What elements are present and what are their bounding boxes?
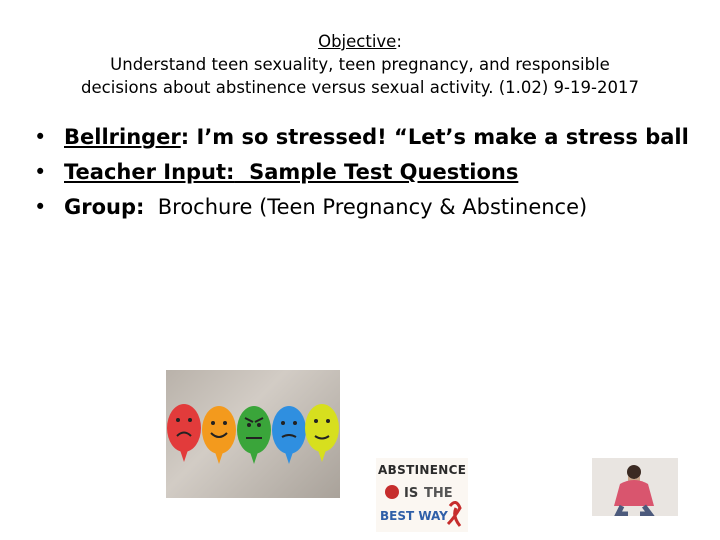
blue-balloon <box>272 406 306 464</box>
objective-heading-colon: : <box>396 32 402 51</box>
green-balloon <box>237 406 271 464</box>
red-balloon <box>167 404 201 462</box>
bullet-icon: • <box>34 195 47 219</box>
svg-text:BEST WAY: BEST WAY <box>380 509 448 523</box>
yellow-balloon <box>305 404 339 462</box>
objective-line-2: decisions about abstinence versus sexual activity. (1.02) 9-19-2017 <box>81 78 639 97</box>
objective-line-1: Understand teen sexuality, teen pregnancy, and responsible <box>110 55 610 74</box>
objective-heading-line <box>30 30 690 53</box>
teacher-input-label: Teacher Input: <box>64 160 235 184</box>
agenda-list <box>34 120 704 225</box>
svg-text:ABSTINENCE: ABSTINENCE <box>378 463 466 477</box>
orange-balloon <box>202 406 236 464</box>
abstinence-logo-image <box>376 458 468 532</box>
bellringer-colon: : <box>180 125 190 149</box>
bullet-icon: • <box>34 125 47 149</box>
objective-heading: Objective <box>318 32 397 51</box>
bullet-icon: • <box>34 160 47 184</box>
teen-girl-illustration <box>592 458 678 516</box>
stress-ball-balloons-photo <box>166 370 340 498</box>
agenda-item-bellringer <box>34 120 704 155</box>
objective-block <box>30 30 690 99</box>
agenda-item-group <box>34 190 704 225</box>
bellringer-text: I’m so stressed! “Let’s make a stress ball <box>189 125 689 149</box>
agenda-item-teacher-input <box>34 155 704 190</box>
svg-text:THE: THE <box>424 486 453 501</box>
balloons-illustration <box>166 370 340 498</box>
group-text: Brochure (Teen Pregnancy & Abstinence) <box>144 195 588 219</box>
bellringer-label: Bellringer <box>64 125 181 149</box>
group-label: Group: <box>64 195 145 219</box>
abstinence-logo-artwork <box>376 458 468 532</box>
teen-girl-photo <box>592 458 678 516</box>
teacher-input-text: Sample Test Questions <box>234 160 519 184</box>
svg-text:IS: IS <box>404 486 419 501</box>
